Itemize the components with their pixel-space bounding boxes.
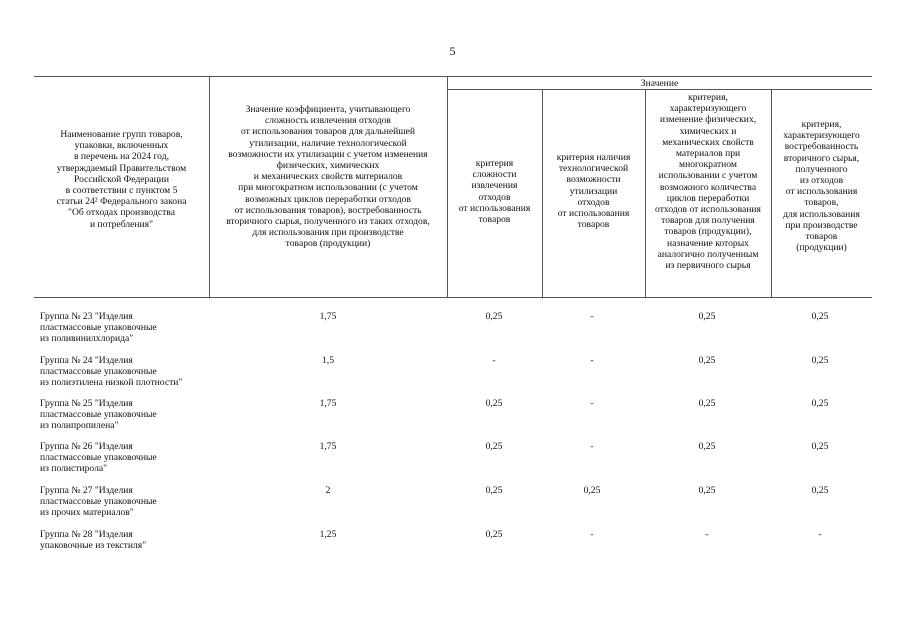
criterion-properties-cell: 0,25 bbox=[698, 441, 716, 452]
coefficient-cell: 1,25 bbox=[319, 529, 337, 540]
criterion-complexity-cell: 0,25 bbox=[485, 529, 503, 540]
criterion-demand-cell: 0,25 bbox=[811, 441, 829, 452]
table-row bbox=[34, 529, 872, 569]
header-criterion-properties: критерия, характеризующего изменение физических, химических и механических свойств материалов при многократном использовании с учетом возможного количества циклов переработки отходов от использования товаров для получения товаров (продукции), назначение которых аналогично полученным из первичного сырья bbox=[655, 92, 761, 272]
coefficient-cell: 2 bbox=[325, 485, 331, 496]
table-row bbox=[34, 441, 872, 481]
criterion-demand-cell: 0,25 bbox=[811, 398, 829, 409]
criterion-demand-cell: 0,25 bbox=[811, 485, 829, 496]
column-divider bbox=[542, 89, 543, 297]
coefficient-cell: 1,75 bbox=[319, 398, 337, 409]
group-name-cell: Группа № 28 "Изделия упаковочные из текстиля" bbox=[40, 529, 147, 552]
header-criterion-technology: критерия наличия технологической возможности утилизации отходов от использования товаров bbox=[556, 152, 631, 231]
criterion-technology-cell: - bbox=[590, 355, 594, 366]
criterion-technology-cell: - bbox=[590, 529, 594, 540]
group-name-cell: Группа № 24 "Изделия пластмассовые упаковочные из полиэтилена низкой плотности" bbox=[40, 355, 183, 389]
criterion-demand-cell: 0,25 bbox=[811, 355, 829, 366]
group-name-cell: Группа № 23 "Изделия пластмассовые упаковочные из поливинилхлорида" bbox=[40, 311, 157, 345]
header-criterion-demand: критерия, характеризующего востребованность вторичного сырья, полученного из отходов от использования товаров, для использования при производстве товаров (продукции) bbox=[783, 119, 860, 254]
criterion-properties-cell: 0,25 bbox=[698, 311, 716, 322]
criterion-properties-cell: 0,25 bbox=[698, 355, 716, 366]
column-divider bbox=[645, 89, 646, 297]
coefficient-cell: 1,5 bbox=[322, 355, 334, 366]
table-row bbox=[34, 355, 872, 395]
criterion-technology-cell: 0,25 bbox=[583, 485, 601, 496]
criterion-technology-cell: - bbox=[590, 311, 594, 322]
page-number: 5 bbox=[449, 44, 456, 58]
criterion-complexity-cell: 0,25 bbox=[485, 485, 503, 496]
table-row bbox=[34, 398, 872, 438]
group-name-cell: Группа № 26 "Изделия пластмассовые упаковочные из полистирола" bbox=[40, 441, 157, 475]
column-divider bbox=[209, 76, 210, 297]
group-name-cell: Группа № 27 "Изделия пластмассовые упаковочные из прочих материалов" bbox=[40, 485, 157, 519]
criterion-technology-cell: - bbox=[590, 441, 594, 452]
criterion-properties-cell: - bbox=[705, 529, 709, 540]
table-row bbox=[34, 311, 872, 351]
header-bottom-rule bbox=[34, 297, 872, 298]
group-name-cell: Группа № 25 "Изделия пластмассовые упаковочные из полипропилена" bbox=[40, 398, 157, 432]
table-row bbox=[34, 485, 872, 525]
criterion-technology-cell: - bbox=[590, 398, 594, 409]
coefficient-cell: 1,75 bbox=[319, 311, 337, 322]
header-criterion-complexity: критерия сложности извлечения отходов от использования товаров bbox=[458, 158, 531, 226]
column-divider bbox=[447, 76, 448, 297]
header-value-group: Значение bbox=[640, 78, 679, 89]
criterion-demand-cell: 0,25 bbox=[811, 311, 829, 322]
column-divider bbox=[771, 89, 772, 297]
criterion-demand-cell: - bbox=[818, 529, 822, 540]
criterion-complexity-cell: 0,25 bbox=[485, 441, 503, 452]
criterion-complexity-cell: 0,25 bbox=[485, 398, 503, 409]
header-coefficient: Значение коэффициента, учитывающего сложность извлечения отходов от использования товаров для дальнейшей утилизации, наличие технологической возможности их утилизации с учетом изменения физических, химических и механических свойств материалов при многократном использовании (с учетом возможных циклов переработки отходов от использования товаров), востребованность вторичного сырья, полученного из таких отходов, для использования при производстве товаров (продукции) bbox=[226, 104, 430, 250]
header-group-name: Наименование групп товаров, упаковки, включенных в перечень на 2024 год, утверждаемый Правительством Российской Федерации в соответствии с пунктом 5 статьи 24² Федерального закона "Об отходах производства и потребления" bbox=[56, 129, 187, 230]
criterion-properties-cell: 0,25 bbox=[698, 485, 716, 496]
criterion-complexity-cell: - bbox=[492, 355, 496, 366]
coefficient-cell: 1,75 bbox=[319, 441, 337, 452]
criterion-complexity-cell: 0,25 bbox=[485, 311, 503, 322]
criterion-properties-cell: 0,25 bbox=[698, 398, 716, 409]
table-top-rule bbox=[34, 76, 872, 77]
